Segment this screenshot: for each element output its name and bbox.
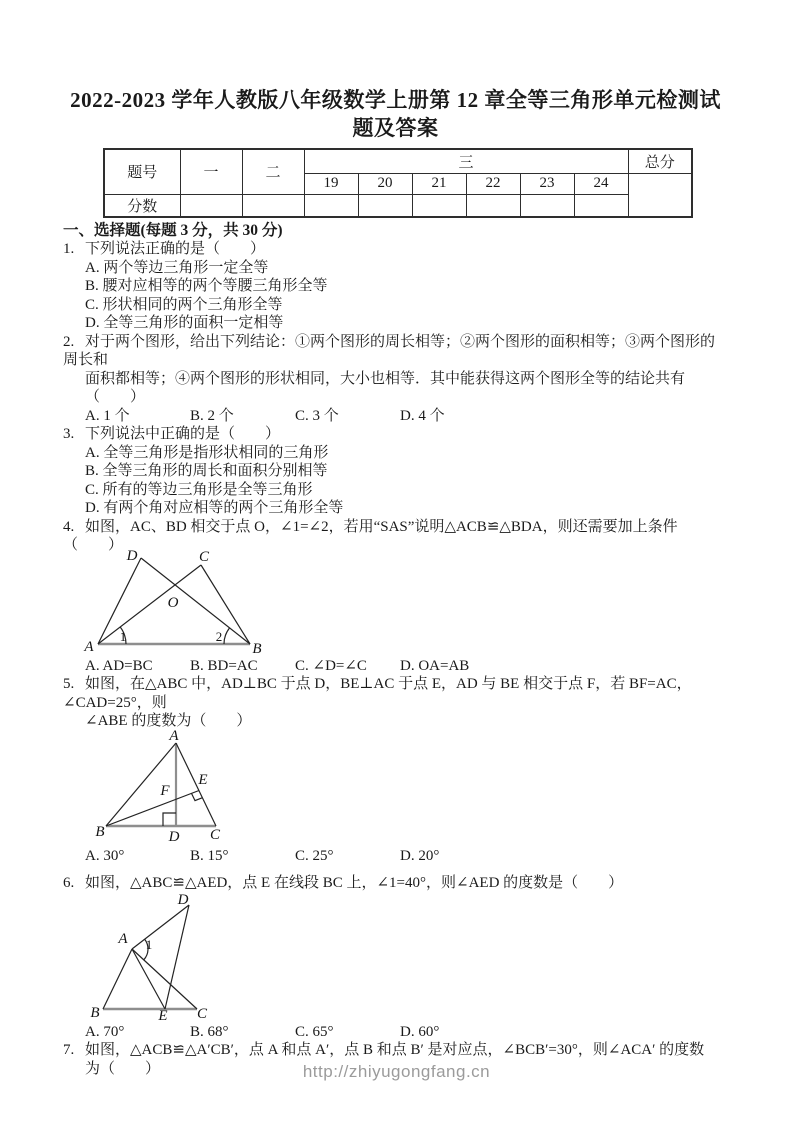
- angle-label-1: 1: [119, 628, 127, 644]
- score-table-q19: 19: [304, 173, 358, 194]
- vertex-label-d: D: [168, 828, 180, 845]
- question-number: 7.: [63, 1042, 75, 1058]
- footer-url: http://zhiyugongfang.cn: [302, 1062, 491, 1081]
- option-a: A. AD=BC: [85, 657, 153, 674]
- page-title-line2: 题及答案: [352, 116, 439, 140]
- question-6: [63, 874, 728, 1041]
- score-table-total-cell: [628, 173, 692, 217]
- option-a: A. 70°: [85, 1023, 125, 1040]
- question-1-option-b: B. 腰对应相等的两个等腰三角形全等: [85, 278, 328, 294]
- score-table-section1: 一: [180, 149, 242, 194]
- question-4-text: 4. 如图，AC、BD 相交于点 O，∠1=∠2，若用“SAS”说明△ACB≌△BDA，则还需要加上条件（ ）: [63, 518, 678, 553]
- question-4: [63, 518, 728, 676]
- option-c: C. 3 个: [295, 407, 339, 424]
- score-table-score-label: 分数: [104, 194, 180, 217]
- vertex-label-a: A: [169, 728, 179, 744]
- score-cell: [520, 194, 574, 217]
- question-6-options: [63, 1023, 728, 1042]
- question-number: 6.: [63, 875, 75, 891]
- question-1-text: 1. 下列说法正确的是（ ）: [63, 241, 266, 257]
- question-5-options: [63, 847, 728, 866]
- angle-label-1: 1: [145, 936, 153, 952]
- question-number: 2.: [63, 333, 75, 350]
- question-2-text-line2: 面积都相等；④两个图形的形状相同，大小也相等．其中能获得这两个图形全等的结论共有（ ）: [85, 370, 686, 405]
- option-c: C. 65°: [295, 1023, 334, 1040]
- figure-q6-congruent-triangles: [83, 893, 223, 1023]
- option-c: C. ∠D=∠C: [295, 657, 367, 674]
- score-table-q21: 21: [412, 173, 466, 194]
- question-1-option-c: C. 形状相同的两个三角形全等: [85, 296, 283, 313]
- question-number: 3.: [63, 426, 75, 442]
- score-table-header-label: 题号: [104, 149, 180, 194]
- question-number: 1.: [63, 241, 75, 257]
- page-title: [63, 0, 728, 142]
- figure-q6-lines: [103, 905, 197, 1009]
- score-cell: [358, 194, 412, 217]
- vertex-label-a: A: [118, 930, 128, 947]
- question-2-text: 2. 对于两个图形，给出下列结论：①两个图形的周长相等；②两个图形的面积相等；③两个图形的周长和: [63, 333, 716, 368]
- score-table-q20: 20: [358, 173, 412, 194]
- option-d: D. 4 个: [400, 407, 445, 424]
- vertex-label-d: D: [126, 547, 138, 564]
- option-d: D. 60°: [400, 1023, 440, 1040]
- figure-q5-triangle-altitudes: [93, 729, 241, 847]
- score-table-total-label: 总分: [628, 149, 692, 173]
- vertex-label-a: A: [84, 638, 94, 655]
- question-number: 4.: [63, 518, 75, 535]
- question-3-option-d: D. 有两个角对应相等的两个三角形全等: [85, 500, 344, 516]
- vertex-label-f: F: [160, 782, 170, 799]
- option-b: B. 2 个: [190, 407, 234, 424]
- option-d: D. OA=AB: [400, 657, 470, 674]
- score-table: [103, 148, 693, 218]
- question-1-option-a: A. 两个等边三角形一定全等: [85, 259, 269, 276]
- option-b: B. BD=AC: [190, 657, 258, 674]
- vertex-label-d: D: [177, 892, 189, 908]
- score-cell: [412, 194, 466, 217]
- score-cell: [304, 194, 358, 217]
- score-cell: [466, 194, 520, 217]
- vertex-label-b: B: [90, 1004, 100, 1021]
- question-3-option-b: B. 全等三角形的周长和面积分别相等: [85, 463, 328, 479]
- question-3-option-c: C. 所有的等边三角形是全等三角形: [85, 481, 313, 498]
- score-table-section2: 二: [242, 149, 304, 194]
- score-table-q23: 23: [520, 173, 574, 194]
- question-5-text: 5. 如图，在△ABC 中，AD⊥BC 于点 D，BE⊥AC 于点 E，AD 与 BE 相交于点 F，若 BF=AC，∠CAD=25°，则: [63, 676, 692, 711]
- option-a: A. 1 个: [85, 407, 130, 424]
- score-table-q22: 22: [466, 173, 520, 194]
- page-title-line1: 2022-2023 学年人教版八年级数学上册第 12 章全等三角形单元检测试: [70, 88, 721, 112]
- question-3-option-a: A. 全等三角形是指形状相同的三角形: [85, 444, 329, 461]
- vertex-label-o: O: [167, 594, 179, 611]
- question-6-text: 6. 如图，△ABC≌△AED，点 E 在线段 BC 上，∠1=40°，则∠AED 的度数是（ ）: [63, 875, 624, 891]
- vertex-label-c: C: [196, 1005, 208, 1022]
- question-5: [63, 675, 728, 865]
- vertex-label-c: C: [198, 548, 210, 565]
- question-4-options: [63, 657, 728, 676]
- question-2: [63, 333, 728, 426]
- option-a: A. 30°: [85, 847, 125, 864]
- figure-q4-intersecting-triangles: [83, 547, 268, 657]
- vertex-label-b: B: [252, 640, 262, 657]
- vertex-label-e: E: [198, 771, 208, 788]
- question-7-text: 7. 如图，△ACB≌△A′CB′，点 A 和点 A′，点 B 和点 B′ 是对应点，∠BCB′=30°，则∠ACA′ 的度数: [63, 1042, 705, 1058]
- question-number: 5.: [63, 676, 75, 692]
- vertex-label-b: B: [95, 823, 105, 840]
- question-5-text-line2: ∠ABE 的度数为（ ）: [85, 713, 252, 729]
- score-table-q24: 24: [574, 173, 628, 194]
- score-table-section3: 三: [304, 149, 628, 173]
- question-3: [63, 425, 728, 518]
- option-b: B. 68°: [190, 1023, 229, 1040]
- question-1: [63, 240, 728, 333]
- option-d: D. 20°: [400, 847, 440, 864]
- score-cell: [242, 194, 304, 217]
- question-7-text-line2: 为（ ）: [85, 1060, 161, 1077]
- question-2-options: [63, 407, 728, 426]
- angle-label-2: 2: [215, 628, 223, 644]
- section-heading: 一、选择题(每题 3 分，共 30 分): [63, 221, 283, 239]
- vertex-label-c: C: [209, 826, 221, 843]
- question-1-option-d: D. 全等三角形的面积一定相等: [85, 315, 284, 331]
- option-c: C. 25°: [295, 847, 334, 864]
- question-3-text: 3. 下列说法中正确的是（ ）: [63, 426, 281, 442]
- score-cell: [180, 194, 242, 217]
- vertex-label-e: E: [158, 1007, 168, 1023]
- option-b: B. 15°: [190, 847, 229, 864]
